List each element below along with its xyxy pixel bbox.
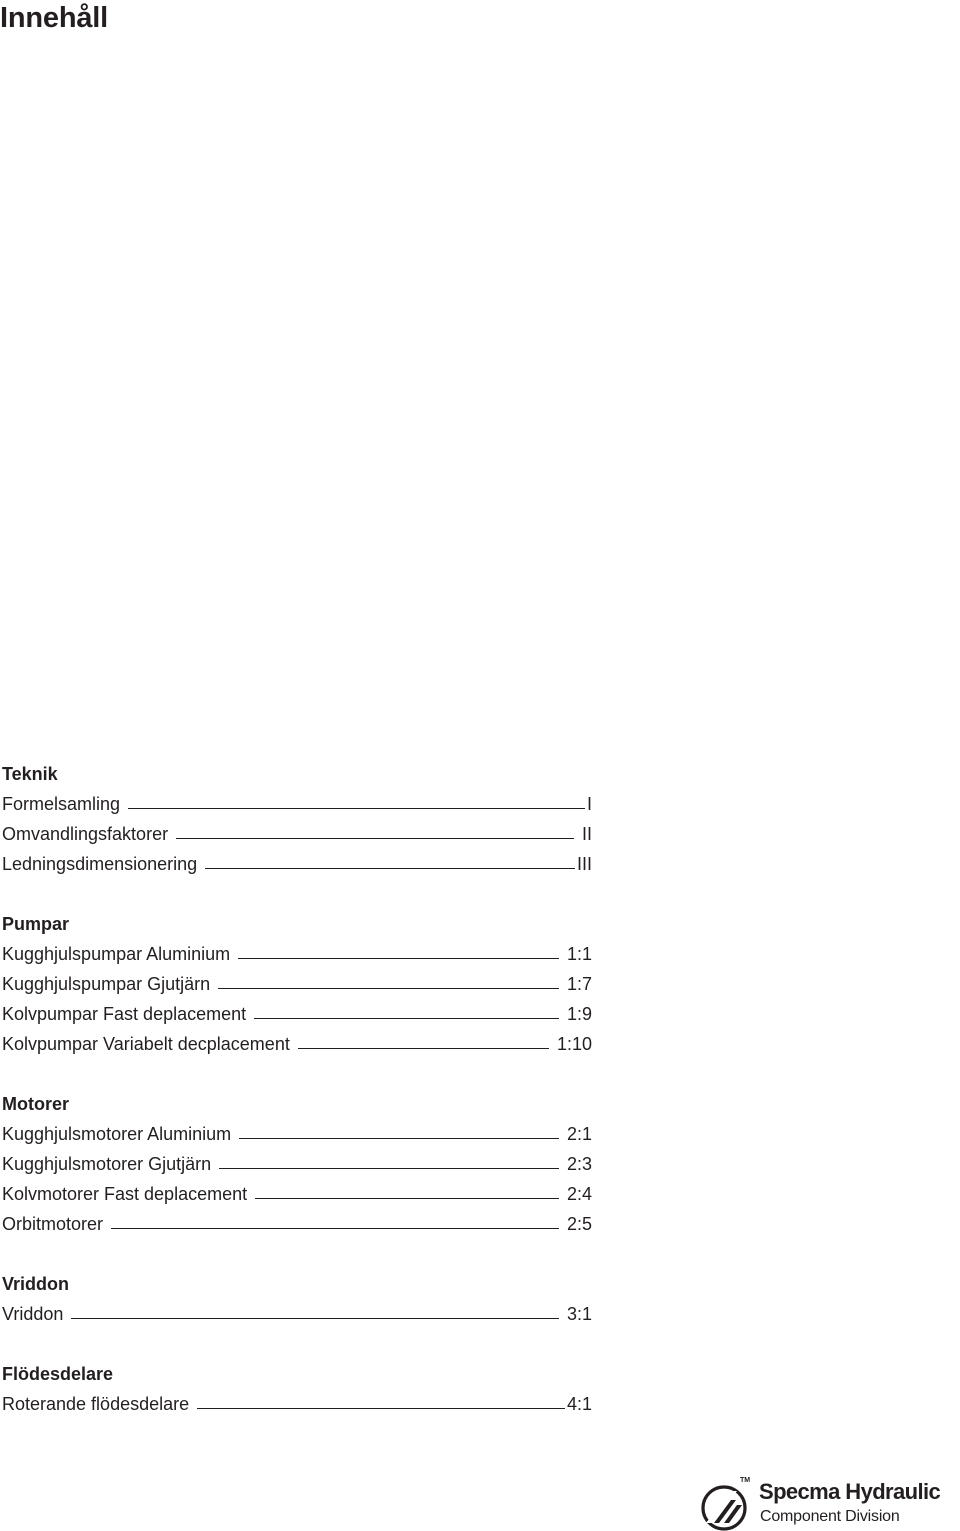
- trademark-symbol: TM: [740, 1477, 751, 1484]
- section-title: Vriddon: [2, 1274, 69, 1294]
- toc-entry[interactable]: [2, 789, 592, 819]
- entry-label: Kolvpumpar Variabelt decplacement: [2, 1034, 290, 1054]
- toc-entry[interactable]: [2, 1029, 592, 1059]
- toc-section-motorer: [2, 1089, 592, 1239]
- leader-line: [176, 838, 574, 839]
- toc-entry[interactable]: [2, 969, 592, 999]
- logo-company-name: Specma Hydraulic: [759, 1479, 941, 1504]
- entry-label: Orbitmotorer: [2, 1214, 104, 1234]
- page-title: Innehåll: [0, 2, 108, 34]
- leader-line: [205, 868, 575, 869]
- toc-entry[interactable]: [2, 999, 592, 1029]
- section-title: Teknik: [2, 764, 58, 784]
- section-title: Flödesdelare: [2, 1364, 114, 1384]
- entry-label: Ledningsdimensionering: [2, 854, 198, 874]
- entry-page: 2:1: [566, 1124, 592, 1144]
- toc-section-vriddon: [2, 1269, 592, 1329]
- toc-entry[interactable]: [2, 1179, 592, 1209]
- toc-entry[interactable]: [2, 1149, 592, 1179]
- entry-page: 1:9: [566, 1004, 592, 1024]
- entry-page: 4:1: [566, 1394, 592, 1414]
- entry-page: 1:7: [566, 974, 592, 994]
- entry-label: Kolvmotorer Fast deplacement: [2, 1184, 248, 1204]
- entry-page: 1:10: [556, 1034, 592, 1054]
- entry-label: Vriddon: [2, 1304, 64, 1324]
- entry-page: 2:4: [566, 1184, 592, 1204]
- toc-entry[interactable]: [2, 819, 592, 849]
- toc-entry[interactable]: [2, 1209, 592, 1239]
- leader-line: [219, 1168, 559, 1169]
- entry-page: 2:5: [566, 1214, 592, 1234]
- entry-label: Kugghjulsmotorer Gjutjärn: [2, 1154, 212, 1174]
- entry-label: Omvandlingsfaktorer: [2, 824, 169, 844]
- entry-label: Kolvpumpar Fast deplacement: [2, 1004, 247, 1024]
- toc-entry[interactable]: [2, 1389, 592, 1419]
- leader-line: [111, 1228, 559, 1229]
- entry-label: Kugghjulspumpar Aluminium: [2, 944, 231, 964]
- leader-line: [298, 1048, 549, 1049]
- logo-division-name: Component Division: [760, 1508, 900, 1525]
- toc-entry[interactable]: [2, 1119, 592, 1149]
- section-title: Pumpar: [2, 914, 70, 934]
- entry-label: Roterande flödesdelare: [2, 1394, 190, 1414]
- entry-label: Kugghjulspumpar Gjutjärn: [2, 974, 211, 994]
- toc-entry[interactable]: [2, 1299, 592, 1329]
- entry-page: 3:1: [566, 1304, 592, 1324]
- entry-label: Formelsamling: [2, 794, 121, 814]
- toc-entry[interactable]: [2, 939, 592, 969]
- table-of-contents: [2, 759, 592, 1419]
- leader-line: [255, 1198, 559, 1199]
- leader-line: [239, 1138, 559, 1139]
- entry-page: 1:1: [566, 944, 592, 964]
- toc-section-pumpar: [2, 909, 592, 1059]
- section-title: Motorer: [2, 1094, 69, 1114]
- leader-line: [128, 808, 585, 809]
- leader-line: [254, 1018, 559, 1019]
- specma-hydraulic-logo: [700, 1477, 960, 1531]
- leader-line: [218, 988, 559, 989]
- entry-page: II: [581, 824, 592, 844]
- entry-page: I: [586, 794, 592, 814]
- toc-section-flodesdelare: [2, 1359, 592, 1419]
- leader-line: [71, 1318, 559, 1319]
- leader-line: [197, 1408, 565, 1409]
- toc-section-teknik: [2, 759, 592, 879]
- entry-label: Kugghjulsmotorer Aluminium: [2, 1124, 232, 1144]
- entry-page: III: [576, 854, 592, 874]
- entry-page: 2:3: [566, 1154, 592, 1174]
- toc-entry[interactable]: [2, 849, 592, 879]
- leader-line: [238, 958, 559, 959]
- specma-logo-icon: [700, 1483, 752, 1531]
